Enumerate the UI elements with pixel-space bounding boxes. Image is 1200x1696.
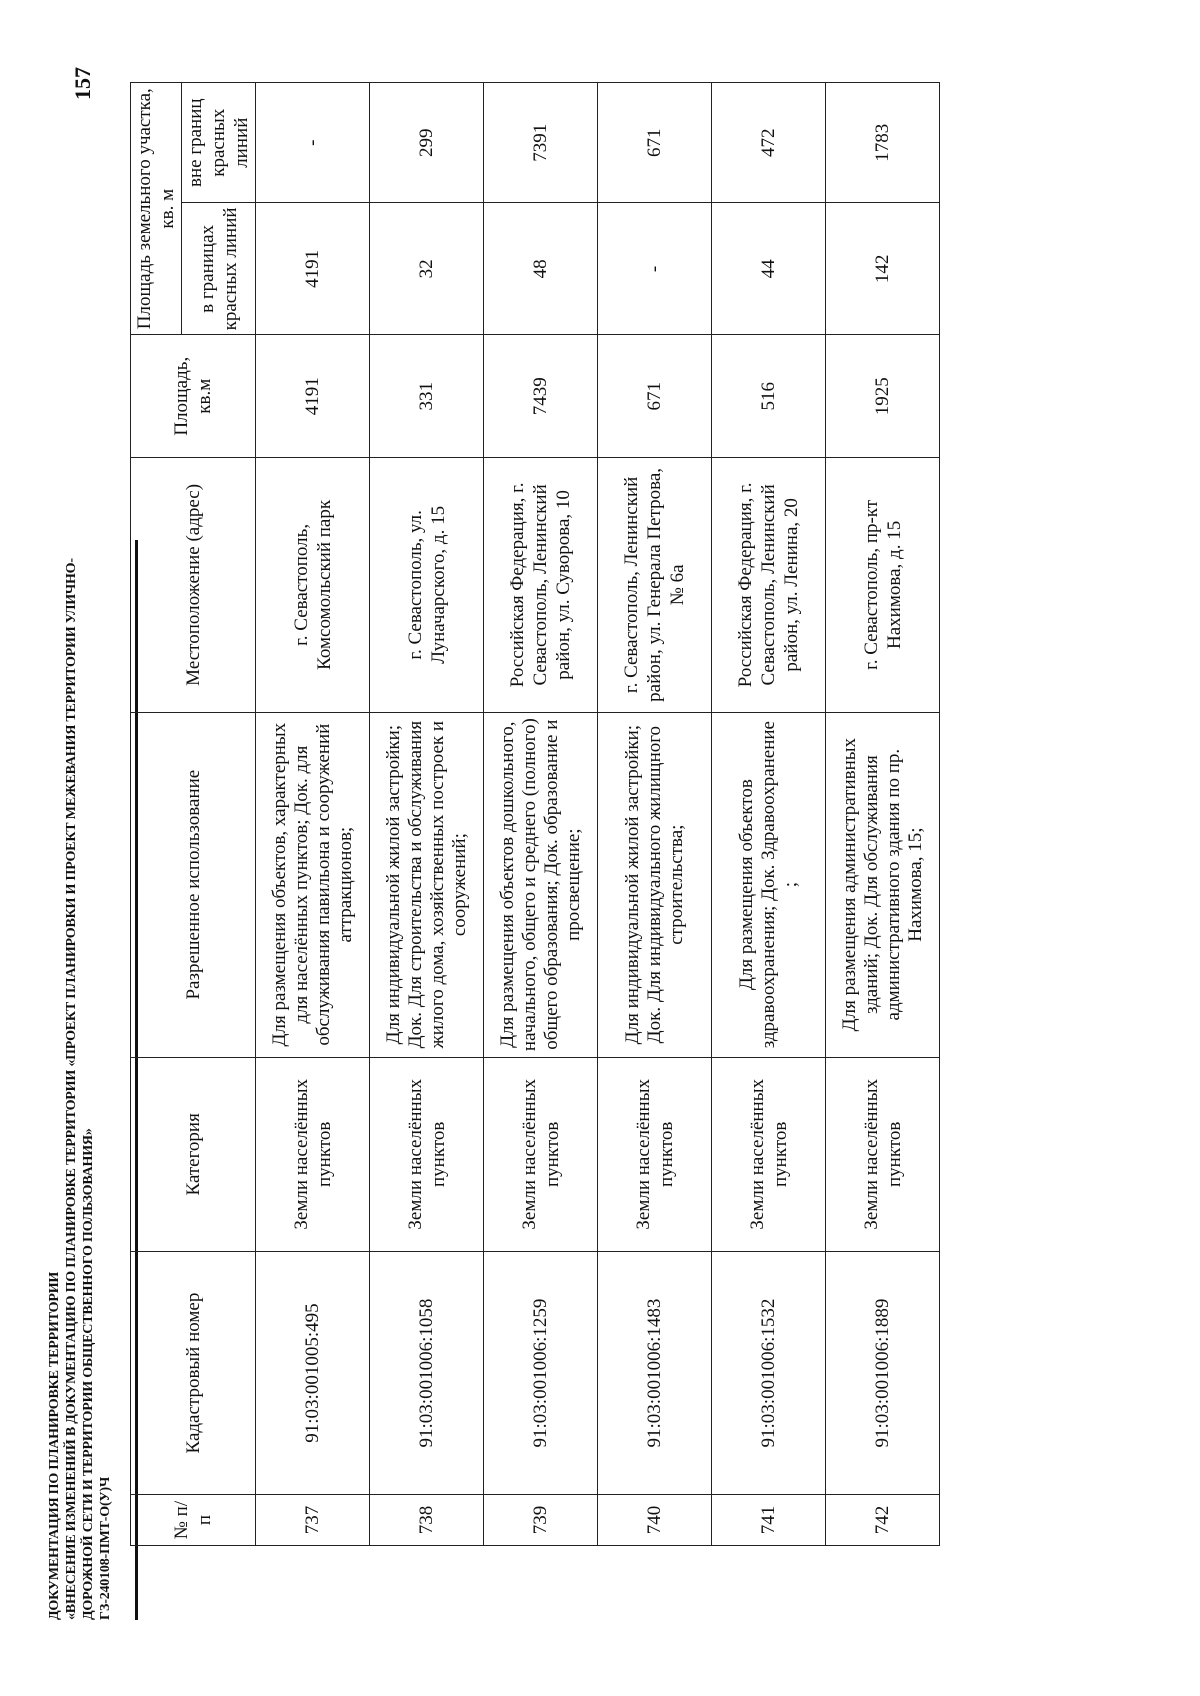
cell-outside: 671 <box>598 83 712 203</box>
page-number: 157 <box>70 67 95 100</box>
cell-location: Российская Федерация, г. Севастополь, Ленинский район, ул. Ленина, 20 <box>712 458 826 713</box>
cell-category: Земли населённых пунктов <box>370 1057 484 1251</box>
header-line: «ВНЕСЕНИЕ ИЗМЕНЕНИЙ В ДОКУМЕНТАЦИЮ ПО ПЛАНИРОВКЕ ТЕРРИТОРИИ «ПРОЕКТ ПЛАНИРОВКИ И ПРОЕКТ МЕЖЕВАНИЯ ТЕРРИТОРИИ УЛИЧНО- <box>64 558 79 1620</box>
header-category: Категория <box>131 1057 256 1251</box>
cell-cadastral: 91:03:001006:1532 <box>712 1252 826 1495</box>
header-line: ДОРОЖНОЙ СЕТИ И ТЕРРИТОРИИ ОБЩЕСТВЕННОГО ПОЛЬЗОВАНИЯ» <box>81 1128 96 1620</box>
cell-area: 1925 <box>826 335 940 458</box>
cell-location: г. Севастополь, пр-кт Нахимова, д. 15 <box>826 458 940 713</box>
cell-num: 740 <box>598 1495 712 1546</box>
document-header <box>46 540 114 1620</box>
cell-category: Земли населённых пунктов <box>598 1057 712 1251</box>
cell-location: г. Севастополь, Комсомольский парк <box>256 458 370 713</box>
cell-outside: - <box>256 83 370 203</box>
cell-num: 739 <box>484 1495 598 1546</box>
cell-area: 7439 <box>484 335 598 458</box>
cell-permitted-use: Для индивидуальной жилой застройки; Док. Для строительства и обслуживания жилого дома, хозяйственных построек и сооружений; <box>370 712 484 1057</box>
table-row <box>484 83 598 1546</box>
cell-permitted-use: Для размещения объектов дошкольного, начального, общего и среднего (полного) общего образования; Док. образование и просвещение; <box>484 712 598 1057</box>
cell-inside: - <box>598 203 712 335</box>
header-cadastral: Кадастровый номер <box>131 1252 256 1495</box>
cell-num: 738 <box>370 1495 484 1546</box>
cell-outside: 472 <box>712 83 826 203</box>
cell-permitted-use: Для размещения объектов, характерных для населённых пунктов; Док. для обслуживания павильона и сооружений аттракционов; <box>256 712 370 1057</box>
cell-outside: 7391 <box>484 83 598 203</box>
cell-location: Российская Федерация, г. Севастополь, Ленинский район, ул. Суворова, 10 <box>484 458 598 713</box>
header-num: № п/п <box>131 1495 256 1546</box>
cell-category: Земли населённых пунктов <box>826 1057 940 1251</box>
table-row <box>712 83 826 1546</box>
header-land-area-group: Площадь земельного участка, кв. м <box>131 83 182 335</box>
cell-inside: 32 <box>370 203 484 335</box>
cell-area: 4191 <box>256 335 370 458</box>
cell-outside: 1783 <box>826 83 940 203</box>
cell-permitted-use: Для размещения административных зданий; Док. Для обслуживания административного здания по пр. Нахимова, 15; <box>826 712 940 1057</box>
cell-cadastral: 91:03:001005:495 <box>256 1252 370 1495</box>
table-row <box>256 83 370 1546</box>
cell-permitted-use: Для индивидуальной жилой застройки; Док. Для индивидуального жилищного строительства; <box>598 712 712 1057</box>
header-line: ДОКУМЕНТАЦИЯ ПО ПЛАНИРОВКЕ ТЕРРИТОРИИ <box>47 1271 62 1620</box>
header-area: Площадь, кв.м <box>131 335 256 458</box>
table-row <box>826 83 940 1546</box>
table-row <box>598 83 712 1546</box>
cell-num: 742 <box>826 1495 940 1546</box>
header-inside-red-lines: в границах красных линий <box>182 203 256 335</box>
cell-num: 737 <box>256 1495 370 1546</box>
cell-cadastral: 91:03:001006:1058 <box>370 1252 484 1495</box>
cell-cadastral: 91:03:001006:1889 <box>826 1252 940 1495</box>
header-permitted-use: Разрешенное использование <box>131 712 256 1057</box>
cell-outside: 299 <box>370 83 484 203</box>
cell-num: 741 <box>712 1495 826 1546</box>
cell-location: г. Севастополь, ул. Луначарского, д. 15 <box>370 458 484 713</box>
cell-inside: 48 <box>484 203 598 335</box>
cell-category: Земли населённых пунктов <box>484 1057 598 1251</box>
cell-area: 516 <box>712 335 826 458</box>
cell-inside: 44 <box>712 203 826 335</box>
cell-permitted-use: Для размещения объектов здравоохранения; Док. Здравоохранение ; <box>712 712 826 1057</box>
header-outside-red-lines: вне границ красных линий <box>182 83 256 203</box>
table-header-row <box>131 83 182 1546</box>
cell-inside: 4191 <box>256 203 370 335</box>
header-location: Местоположение (адрес) <box>131 458 256 713</box>
cell-cadastral: 91:03:001006:1259 <box>484 1252 598 1495</box>
cell-category: Земли населённых пунктов <box>256 1057 370 1251</box>
cell-cadastral: 91:03:001006:1483 <box>598 1252 712 1495</box>
cell-category: Земли населённых пунктов <box>712 1057 826 1251</box>
table-row <box>370 83 484 1546</box>
cell-area: 671 <box>598 335 712 458</box>
cell-area: 331 <box>370 335 484 458</box>
cell-inside: 142 <box>826 203 940 335</box>
land-plots-table <box>130 82 940 1546</box>
cell-location: г. Севастополь, Ленинский район, ул. Генерала Петрова, № 6а <box>598 458 712 713</box>
header-line: ГЗ-240108-ПМТ-О(У)Ч <box>98 1476 113 1620</box>
